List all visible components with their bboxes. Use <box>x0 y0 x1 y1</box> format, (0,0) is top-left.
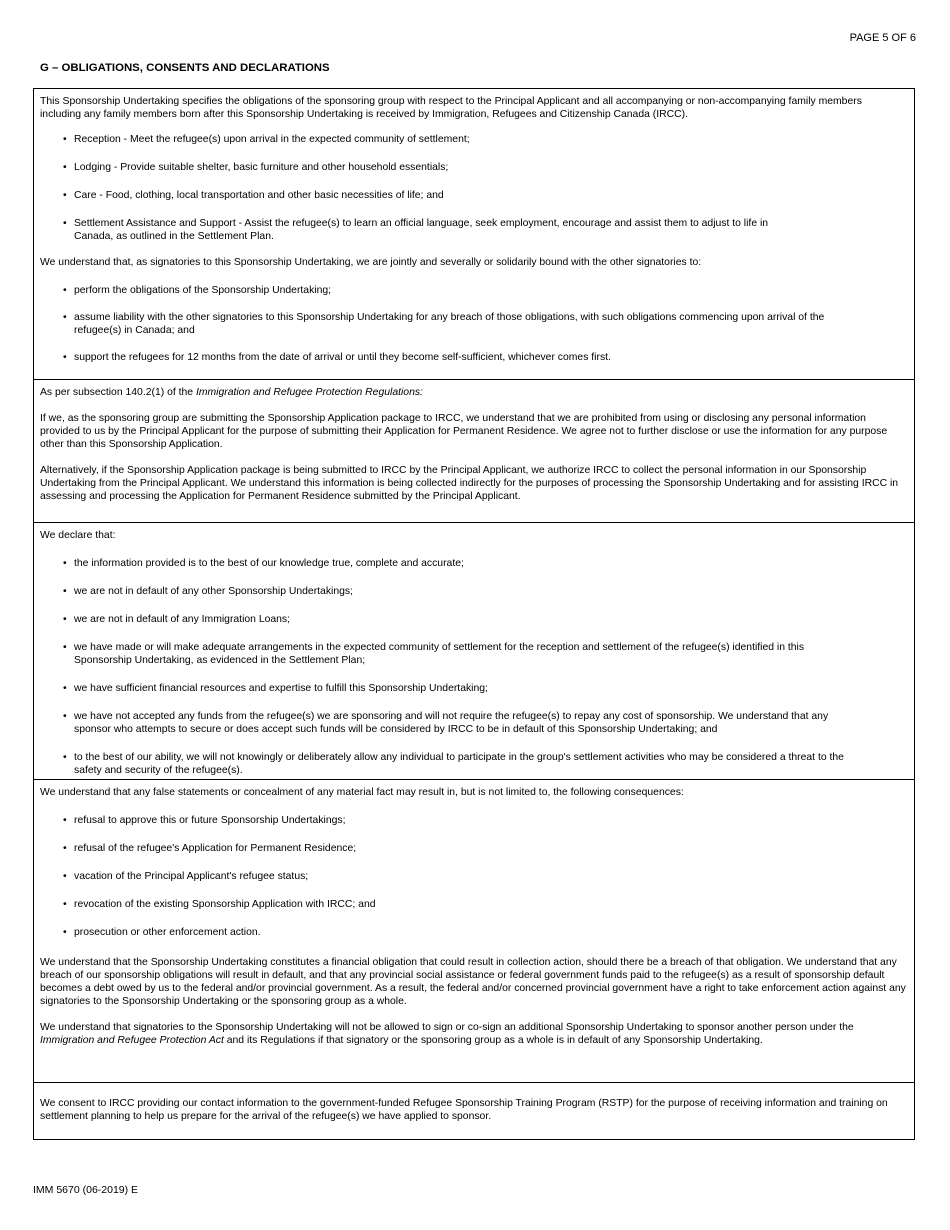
declaration-item: • we are not in default of any Immigration Loans; <box>40 613 906 626</box>
consequences-block <box>34 780 914 1083</box>
jointly-list <box>40 284 906 364</box>
declaration-item: • to the best of our ability, we will not knowingly or deliberately allow any individual to participate in the group's settlement activities who may be considered a threat to the safety and security of the refugee(s). <box>40 751 906 777</box>
jointly-item: • support the refugees for 12 months from the date of arrival or until they become self-sufficient, whichever comes first. <box>40 351 906 364</box>
obligations-block <box>34 89 914 380</box>
form-code: IMM 5670 (06-2019) E <box>33 1184 139 1196</box>
obligations-form-box <box>33 88 915 1140</box>
act-title: Immigration and Refugee Protection Act <box>40 1035 224 1046</box>
consequences-list <box>40 814 906 939</box>
consequence-item: • prosecution or other enforcement action. <box>40 926 906 939</box>
consent-text: We consent to IRCC providing our contact information to the government-funded Refugee Sponsorship Training Program (RSTP) for the purpose of receiving information and training on settlement planning to help us prepare for the arrival of the refugee(s) we have applied to sponsor. <box>40 1098 888 1122</box>
declaration-item: • we are not in default of any other Sponsorship Undertakings; <box>40 585 906 598</box>
privacy-lead-text: As per subsection 140.2(1) of the <box>40 387 196 398</box>
obligations-list <box>40 133 906 243</box>
jointly-bound-text: We understand that, as signatories to this Sponsorship Undertaking, we are jointly and severally or solidarily bound with the other signatories to: <box>40 257 702 268</box>
privacy-block <box>34 380 914 523</box>
page-number: PAGE 5 OF 6 <box>849 32 916 44</box>
obligations-intro: This Sponsorship Undertaking specifies the obligations of the sponsoring group with respect to the Principal Applicant and all accompanying or non-accompanying family members including any family members born after this Sponsorship Undertaking is received by Immigration, Refugees and Citizenship Canada (IRCC). <box>40 96 862 120</box>
regulation-title: Immigration and Refugee Protection Regulations: <box>195 387 423 398</box>
privacy-lead <box>40 386 906 399</box>
jointly-item: • perform the obligations of the Sponsorship Undertaking; <box>40 284 906 297</box>
financial-obligation-paragraph: We understand that the Sponsorship Undertaking constitutes a financial obligation that could result in collection action, should there be a breach of that obligation. We understand that any breach of our sponsorship obligations will result in default, and that any provincial social assistance or federal government funds paid to the refugee(s) as a result of sponsorship default becomes a debt owed by us to the federal and/or provincial government. As a result, the federal and/or concerned provincial government have a right to take enforcement action against any signatories to the Sponsorship Undertaking or the sponsoring group as a whole. <box>40 957 906 1007</box>
jointly-item: • assume liability with the other signatories to this Sponsorship Undertaking for any breach of those obligations, with such obligations commencing upon arrival of the refugee(s) in Canada; and <box>40 311 906 337</box>
consequence-item: • refusal to approve this or future Sponsorship Undertakings; <box>40 814 906 827</box>
declaration-item: • the information provided is to the best of our knowledge true, complete and accurate; <box>40 557 906 570</box>
consequence-item: • refusal of the refugee's Application for Permanent Residence; <box>40 842 906 855</box>
privacy-paragraph-1: If we, as the sponsoring group are submitting the Sponsorship Application package to IRCC, we understand that we are prohibited from using or disclosing any personal information provided to us by the Principal Applicant for the purpose of submitting their Application for Permanent Residence. We agree not to further disclose or use the information for any purpose other than this Sponsorship Application. <box>40 413 888 450</box>
obligation-item-settlement: • Settlement Assistance and Support - Assist the refugee(s) to learn an official language, seek employment, encourage and assist them to adjust to life in Canada, as outlined in the Settlement Plan. <box>40 217 906 243</box>
section-title: G – OBLIGATIONS, CONSENTS AND DECLARATIONS <box>40 62 330 74</box>
obligation-item-reception: • Reception - Meet the refugee(s) upon arrival in the expected community of settlement; <box>40 133 906 146</box>
declaration-item: • we have made or will make adequate arrangements in the expected community of settlement for the reception and settlement of the refugee(s) identified in this Sponsorship Undertaking, as evidenced in the Settlement Plan; <box>40 641 906 667</box>
consent-block <box>34 1083 914 1139</box>
declaration-item: • we have sufficient financial resources and expertise to fulfill this Sponsorship Undertaking; <box>40 682 906 695</box>
obligation-item-lodging: • Lodging - Provide suitable shelter, basic furniture and other household essentials; <box>40 161 906 174</box>
declarations-intro: We declare that: <box>40 530 116 541</box>
privacy-paragraph-2: Alternatively, if the Sponsorship Application package is being submitted to IRCC by the Principal Applicant, we authorize IRCC to collect the personal information in our Sponsorship Undertaking from the Principal Applicant. We understand this information is being collected indirectly for the purposes of processing the Sponsorship Undertaking and for assisting IRCC in assessing and processing the Application for Permanent Residence submitted by the Principal Applicant. <box>40 465 899 502</box>
declaration-item: • we have not accepted any funds from the refugee(s) we are sponsoring and will not require the refugee(s) to repay any cost of sponsorship. We understand that any sponsor who attempts to secure or does accept such funds will be considered by IRCC to be in default of this Sponsorship Undertaking; and <box>40 710 906 736</box>
consequence-item: • vacation of the Principal Applicant's refugee status; <box>40 870 906 883</box>
consequence-item: • revocation of the existing Sponsorship Application with IRCC; and <box>40 898 906 911</box>
cosign-paragraph <box>40 1021 906 1047</box>
declarations-block <box>34 523 914 780</box>
cosign-lead: We understand that signatories to the Sponsorship Undertaking will not be allowed to sign or co-sign an additional Sponsorship Undertaking to sponsor another person under the <box>40 1022 854 1033</box>
cosign-tail: and its Regulations if that signatory or the sponsoring group as a whole is in default of any Sponsorship Undertaking. <box>223 1035 763 1046</box>
obligation-item-care: • Care - Food, clothing, local transportation and other basic necessities of life; and <box>40 189 906 202</box>
declarations-list <box>40 557 906 777</box>
consequences-intro: We understand that any false statements or concealment of any material fact may result in, but is not limited to, the following consequences: <box>40 787 684 798</box>
